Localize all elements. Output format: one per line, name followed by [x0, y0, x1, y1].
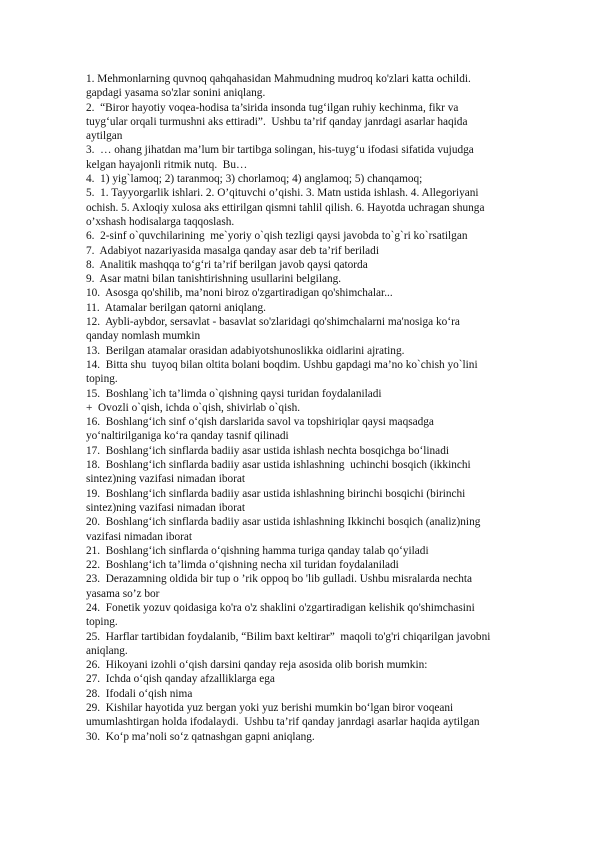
text-line: yasama so’z bor — [86, 587, 160, 600]
text-line: 28. Ifodali o‘qish nima — [86, 687, 193, 700]
text-line: yo‘naltirilganiga ko‘ra qanday tasnif qilinadi — [86, 430, 289, 443]
text-line: 27. Ichda o‘qish qanday afzalliklarga ega — [86, 673, 275, 686]
text-line: 17. Boshlang‘ich sinflarda badiiy asar ustida ishlash nechta bosqichga bo‘linadi — [86, 444, 449, 457]
text-line: 21. Boshlang‘ich sinflarda o‘qishning hamma turiga qanday talab qo‘yiladi — [86, 544, 429, 557]
text-line: umumlashtirgan holda ifodalaydi. Ushbu ta’rif qanday janrdagi asarlar haqida aytilgan — [86, 716, 480, 729]
text-line: 19. Boshlang‘ich sinflarda badiiy asar ustida ishlashning birinchi bosqichi (birinchi — [86, 487, 466, 500]
text-line: 16. Boshlang‘ich sinf o‘qish darslarida savol va topshiriqlar qaysi maqsadga — [86, 416, 434, 429]
text-line: 6. 2-sinf o`quvchilarining me`yoriy o`qish tezligi qaysi javobda to`g`ri ko`rsatilgan — [86, 230, 468, 243]
text-line: toping. — [86, 373, 118, 386]
text-line: 10. Asosga qo'shilib, ma’noni biroz o'zgartiradigan qo'shimchalar... — [86, 287, 393, 300]
text-line: 13. Berilgan atamalar orasidan adabiyotshunoslikka oidlarini ajrating. — [86, 344, 405, 357]
text-line: 14. Bitta shu tuyoq bilan oltita bolani boqdim. Ushbu gapdagi ma’no ko`chish yo`lini — [86, 358, 478, 371]
text-line: kelgan hayajonli ritmik nutq. Bu… — [86, 158, 248, 171]
text-line: 1. Mehmonlarning quvnoq qahqahasidan Mahmudning mudroq ko'zlari katta ochildi. — [86, 73, 471, 85]
text-line: 30. Ko‘p ma’noli so‘z qatnashgan gapni aniqlang. — [86, 730, 315, 743]
text-line: 24. Fonetik yozuv qoidasiga ko'ra o'z shaklini o'zgartiradigan kelishik qo'shimchasini — [86, 601, 475, 614]
document-page — [86, 72, 562, 744]
text-line: vazifasi nimadan iborat — [86, 530, 193, 543]
text-line: 7. Adabiyot nazariyasida masalga qanday asar deb ta’rif beriladi — [86, 244, 379, 257]
text-line: + Ovozli o`qish, ichda o`qish, shivirlab o`qish. — [86, 401, 301, 414]
text-line: 12. Aybli-aybdor, sersavlat - basavlat so'zlaridagi qo'shimchalarni ma'nosiga ko‘ra — [86, 316, 460, 329]
text-line: 11. Atamalar berilgan qatorni aniqlang. — [86, 301, 266, 314]
text-line: ochish. 5. Axloqiy xulosa aks ettirilgan qismni tahlil qilish. 6. Hayotda uchragan shunga — [86, 201, 485, 214]
text-line: 26. Hikoyani izohli o‘qish darsini qanday reja asosida olib borish mumkin: — [86, 659, 428, 672]
text-line: 29. Kishilar hayotida yuz bergan yoki yuz berishi mumkin bo‘lgan biror voqeani — [86, 702, 454, 715]
text-line: 5. 1. Tayyorgarlik ishlari. 2. O’qituvchi o’qishi. 3. Matn ustida ishlash. 4. Allegoriyani — [86, 187, 479, 200]
text-line: sintez)ning vazifasi nimadan iborat — [86, 501, 246, 514]
text-line: o’xshash hodisalarga taqqoslash. — [86, 215, 235, 228]
text-line: 2. “Biror hayotiy voqea-hodisa ta’sirida insonda tug‘ilgan ruhiy kechinma, fikr va — [86, 101, 459, 114]
text-line: qanday nomlash mumkin — [86, 330, 201, 343]
text-line: 9. Asar matni bilan tanishtirishning usullarini belgilang. — [86, 273, 342, 286]
text-line: 18. Boshlang‘ich sinflarda badiiy asar ustida ishlashning uchinchi bosqich (ikkinchi — [86, 459, 471, 472]
text-line: toping. — [86, 616, 118, 629]
text-line: 20. Boshlang‘ich sinflarda badiiy asar ustida ishlashning Ikkinchi bosqich (analiz)ning — [86, 516, 481, 529]
text-line: 25. Harflar tartibidan foydalanib, “Bilim baxt keltirar” maqoli to'g'ri chiqarilgan javobni — [86, 630, 491, 643]
text-line: 22. Boshlang‘ich ta’limda o‘qishning necha xil turidan foydalaniladi — [86, 559, 399, 572]
text-line: 8. Analitik mashqqa to‘g‘ri ta’rif berilgan javob qaysi qatorda — [86, 258, 368, 271]
text-line: aniqlang. — [86, 644, 128, 657]
text-line: 23. Derazamning oldida bir tup o ’rik oppoq bo 'lib gulladi. Ushbu misralarda nechta — [86, 573, 473, 586]
text-line: gapdagi yasama so'zlar sonini aniqlang. — [86, 87, 266, 100]
text-line: 3. … ohang jihatdan ma’lum bir tartibga solingan, his-tuyg‘u ifodasi sifatida vujudga — [86, 144, 474, 157]
text-line: 4. 1) yig`lamoq; 2) taranmoq; 3) chorlamoq; 4) anglamoq; 5) chanqamoq; — [86, 173, 423, 186]
text-line: 15. Boshlang`ich ta’limda o`qishning qaysi turidan foydalaniladi — [86, 387, 382, 400]
text-line: sintez)ning vazifasi nimadan iborat — [86, 473, 246, 486]
text-line: aytilgan — [86, 130, 123, 143]
text-line: tuyg‘ular orqali turmushni aks ettiradi”. Ushbu ta’rif qanday janrdagi asarlar haqida — [86, 115, 468, 128]
